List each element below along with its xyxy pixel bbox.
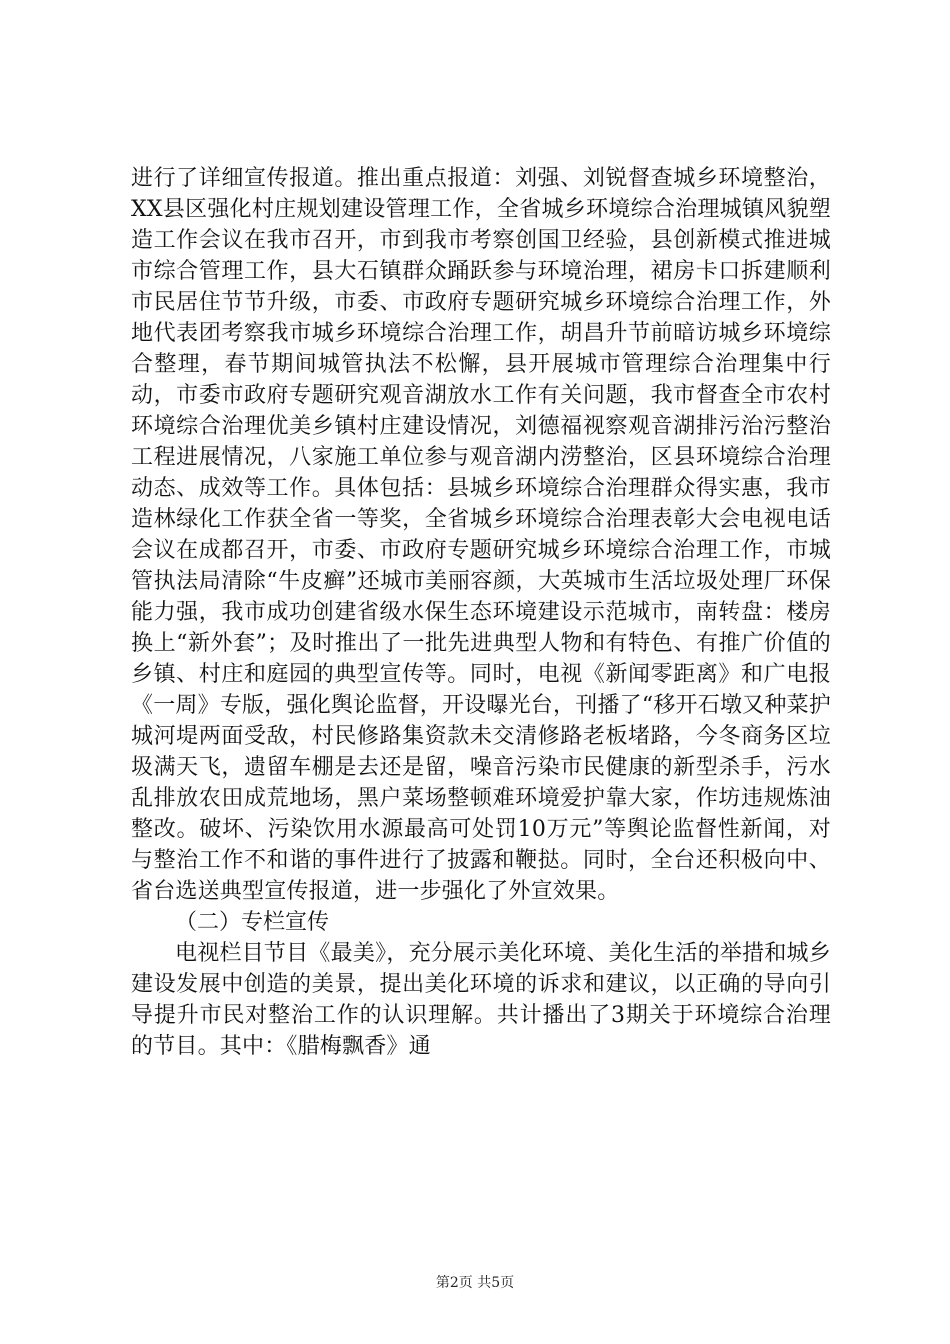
section-heading: （二）专栏宣传 [175, 910, 330, 935]
page-number: 第2页 共5页 [435, 1275, 515, 1291]
body-paragraph-continued: 进行了详细宣传报道。推出重点报道：刘强、刘锐督查城乡环境整治，XX县区强化村庄规划建设管理工作，全省城乡环境综合治理城镇风貌塑造工作会议在我市召开，市到我市考察创国卫经验，县创新模式推进城市综合管理工作，县大石镇群众踊跃参与环境治理，裙房卡口拆建顺利市民居住节节升级，市委、市政府专题研究城乡环境综合治理工作，外地代表团考察我市城乡环境综合治理工作，胡昌升节前暗访城乡环境综合整理，春节期间城管执法不松懈，县开展城市管理综合治理集中行动，市委市政府专题研究观音湖放水工作有关问题，我市督查全市农村环境综合治理优美乡镇村庄建设情况，刘德福视察观音湖排污治污整治工程进展情况，八家施工单位参与观音湖内涝整治，区县环境综合治理动态、成效等工作。具体包括：县城乡环境综合治理群众得实惠，我市造林绿化工作获全省一等奖，全省城乡环境综合治理表彰大会电视电话会议在成都召开，市委、市政府专题研究城乡环境综合治理工作，市城管执法局清除“牛皮癣”还城市美丽容颜，大英城市生活垃圾处理厂环保能力强，我市成功创建省级水保生态环境建设示范城市，南转盘：楼房换上“新外套”；及时推出了一批先进典型人物和有特色、有推广价值的乡镇、村庄和庭园的典型宣传等。同时，电视《新闻零距离》和广电报《一周》专版，强化舆论监督，开设曝光台，刊播了“移开石墩又种菜护城河堤两面受敌，村民修路集资款未交清修路老板堵路，今冬商务区垃圾满天飞，遗留车棚是去还是留，噪音污染市民健康的新型杀手，污水乱排放农田成荒地场，黑户菜场整顿难环境爱护靠大家，作坊违规炼油整改。破坏、污染饮用水源最高可处罚10万元”等舆论监督性新闻，对与整治工作不和谐的事件进行了披露和鞭挞。同时，全台还积极向中、省台选送典型宣传报道，进一步强化了外宣效果。 [131, 166, 831, 904]
body-paragraph: 电视栏目节目《最美》，充分展示美化环境、美化生活的举措和城乡建设发展中创造的美景，提出美化环境的诉求和建议，以正确的导向引导提升市民对整治工作的认识理解。共计播出了3期关于环境综合治理的节目。其中：《腊梅飘香》通 [131, 941, 831, 1059]
page-footer [0, 1273, 950, 1293]
document-body [131, 163, 831, 1062]
